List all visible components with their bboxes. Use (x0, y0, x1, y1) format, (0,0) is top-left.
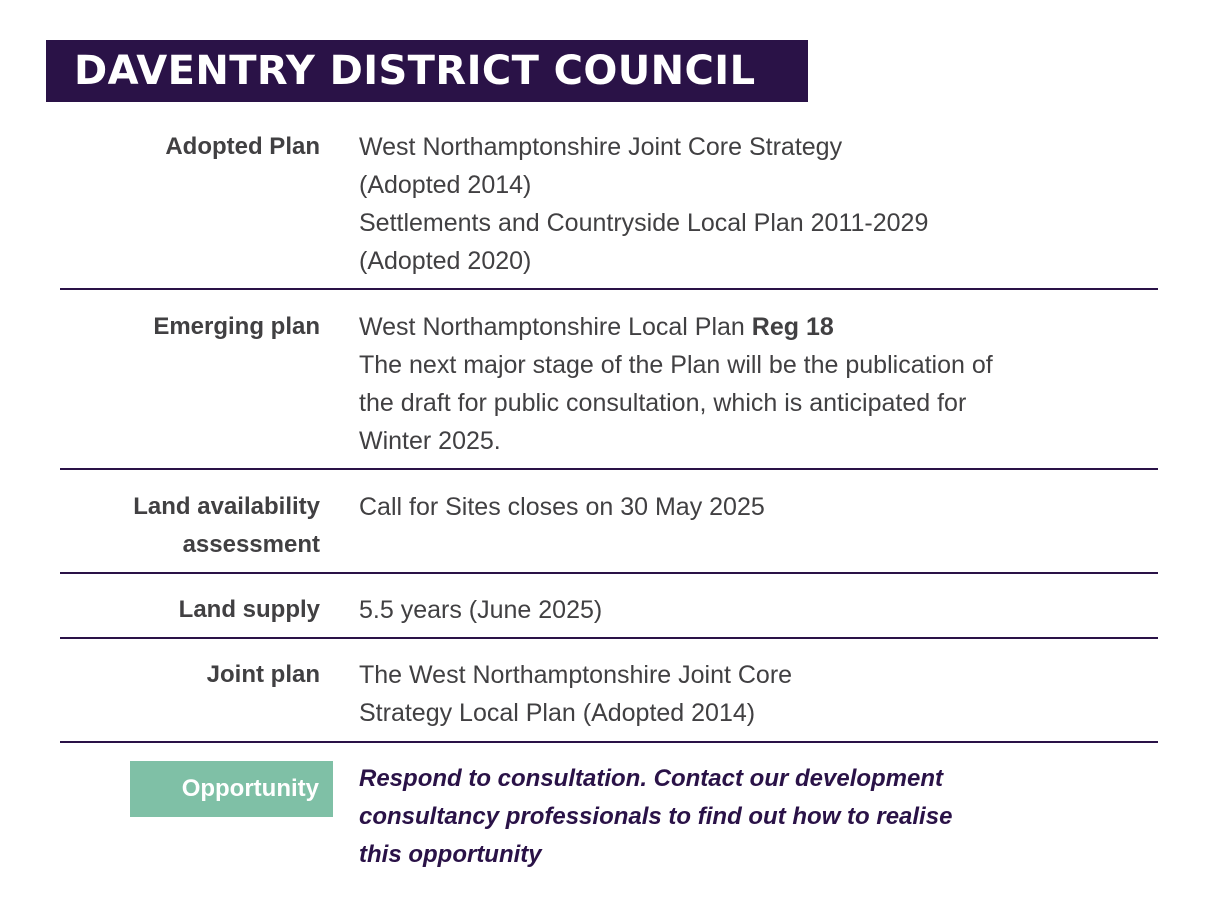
row-value (359, 308, 1139, 460)
value-line: Winter 2025. (359, 427, 501, 455)
value-line: Call for Sites closes on 30 May 2025 (359, 493, 765, 521)
row-label (60, 308, 320, 346)
row-divider (60, 637, 1158, 639)
row-label (60, 591, 320, 629)
label-line: Land supply (178, 596, 320, 623)
row-divider (60, 288, 1158, 290)
value-line: 5.5 years (June 2025) (359, 596, 603, 624)
row-value (359, 656, 1139, 732)
value-line: The next major stage of the Plan will be the publication of (359, 351, 993, 379)
value-line: the draft for public consultation, which is anticipated for (359, 389, 967, 417)
value-line: (Adopted 2020) (359, 247, 532, 275)
label-line: assessment (182, 531, 320, 558)
reg-18-badge: Reg 18 (751, 313, 834, 341)
value-line (359, 308, 1139, 346)
value-line: (Adopted 2014) (359, 171, 532, 199)
label-line: Land availability (133, 493, 320, 520)
opportunity-line: this opportunity (359, 841, 542, 868)
label-line: Joint plan (206, 661, 320, 688)
value-line: Strategy Local Plan (Adopted 2014) (359, 699, 756, 727)
label-line: Emerging plan (153, 313, 320, 340)
label-line: Adopted Plan (165, 133, 320, 160)
opportunity-line: consultancy professionals to find out how to realise (359, 803, 953, 830)
opportunity-text (359, 760, 1119, 874)
value-line: The West Northamptonshire Joint Core (359, 661, 793, 689)
council-title: DAVENTRY DISTRICT COUNCIL (46, 40, 808, 102)
row-value (359, 128, 1139, 280)
value-line: Settlements and Countryside Local Plan 2011-2029 (359, 209, 929, 237)
row-value (359, 591, 1139, 629)
row-value (359, 488, 1139, 526)
value-text: West Northamptonshire Local Plan (359, 313, 752, 341)
opportunity-line: Respond to consultation. Contact our development (359, 765, 944, 792)
row-label (60, 488, 320, 564)
value-line: West Northamptonshire Joint Core Strategy (359, 133, 843, 161)
row-divider (60, 572, 1158, 574)
row-divider (60, 741, 1158, 743)
row-label (60, 128, 320, 166)
opportunity-badge: Opportunity (130, 761, 333, 817)
row-label (60, 656, 320, 694)
row-divider (60, 468, 1158, 470)
